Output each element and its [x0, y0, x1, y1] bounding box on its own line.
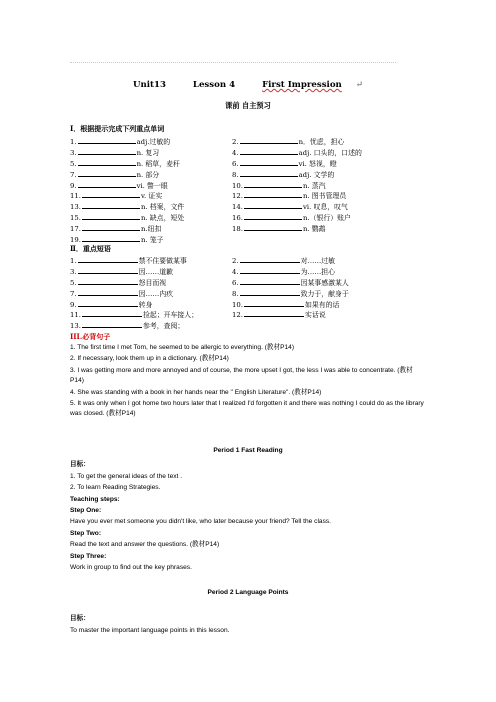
item-number: 10. [232, 181, 243, 190]
item-hint: vi. 瞥一眼 [136, 181, 168, 190]
exercise-item [70, 319, 232, 330]
item-hint: 实话说 [304, 311, 326, 320]
exercise-item [70, 157, 232, 168]
sentence-item: 4. She was standing with a book in her hands near the " English Literature". (教材P14) [70, 388, 322, 396]
item-hint: 如果有的话 [304, 300, 340, 309]
exercise-item [232, 287, 394, 298]
answer-blank[interactable] [240, 157, 298, 166]
subtitle: 课前 自主预习 [225, 101, 271, 110]
answer-blank[interactable] [82, 319, 142, 328]
item-hint: n. 复习 [136, 148, 160, 157]
period2-goals-label: 目标： [70, 615, 90, 623]
item-number: 4. [232, 148, 239, 157]
item-hint: adj. 文学的 [298, 170, 335, 179]
item-hint: adj.过敏的 [136, 138, 171, 146]
item-number: 1. [70, 138, 77, 146]
answer-blank[interactable] [78, 146, 136, 155]
exercise-item [232, 222, 394, 233]
exercise-item [232, 168, 394, 179]
item-hint: 参考，查阅； [142, 322, 185, 331]
exercise-item [232, 276, 394, 287]
exercise-item [70, 168, 232, 179]
answer-blank[interactable] [78, 298, 138, 307]
item-hint: 禁不住要做某事 [138, 257, 187, 265]
exercise-row [70, 146, 430, 157]
item-number: 13. [70, 322, 81, 331]
exercise-row [70, 287, 430, 298]
sentence-item: 5. It was only when I got home two hours later that I realized I'd forgotten it and there was nothing I could do as the library was closed. (教材P14) [70, 400, 424, 418]
exercise-item [70, 287, 232, 298]
exercise-item [70, 146, 232, 157]
item-hint: n. 蒸汽 [302, 181, 326, 190]
exercise-row [70, 179, 430, 190]
item-number: 4. [232, 267, 239, 276]
answer-blank[interactable] [78, 276, 138, 285]
exercise-item [70, 254, 232, 265]
item-hint: n. 部分 [136, 170, 160, 179]
sentence-list [70, 343, 426, 421]
answer-blank[interactable] [78, 254, 138, 263]
exercise-row [70, 254, 430, 265]
answer-blank[interactable] [82, 211, 140, 220]
section3-title: III.必背句子 [70, 332, 111, 341]
step3-text: Work in group to find out the key phrases. [70, 564, 192, 572]
step1-text: Have you ever met someone you didn't like, who later because your friend? Tell the class. [70, 518, 331, 526]
item-number: 19. [70, 236, 81, 245]
item-number: 8. [232, 170, 239, 179]
exercise-item [70, 265, 232, 276]
period1-heading: Period 1 Fast Reading [213, 447, 283, 454]
answer-blank[interactable] [240, 146, 298, 155]
answer-blank[interactable] [78, 265, 138, 274]
item-number: 13. [70, 203, 81, 212]
teaching-steps-label: Teaching steps: [70, 495, 120, 503]
item-number: 18. [232, 225, 243, 234]
step2-label: Step Two: [70, 529, 102, 537]
exercise-item [232, 308, 394, 319]
item-hint: 因某事感激某人 [300, 278, 349, 287]
exercise-item [70, 308, 232, 319]
exercise-item [70, 179, 232, 190]
answer-blank[interactable] [244, 298, 304, 307]
exercise-item [232, 298, 394, 309]
answer-blank[interactable] [244, 308, 304, 317]
exercise-item [70, 233, 232, 244]
phrase-list [70, 254, 430, 330]
answer-blank[interactable] [244, 179, 302, 188]
exercise-row [70, 200, 430, 211]
item-hint: v. 证实 [140, 192, 163, 201]
item-hint: 怒目而视 [138, 278, 167, 287]
item-number: 8. [232, 289, 239, 298]
item-number: 12. [232, 311, 243, 320]
exercise-row [70, 265, 430, 276]
answer-blank[interactable] [244, 222, 302, 231]
exercise-item [70, 211, 232, 222]
answer-blank[interactable] [82, 222, 140, 231]
item-number: 6. [232, 278, 239, 287]
exercise-item [232, 157, 394, 168]
item-number: 12. [232, 192, 243, 201]
item-number: 15. [70, 214, 81, 223]
item-hint: vi. 叹息，叹气 [302, 203, 348, 212]
section1-title: I．根据提示完成下列重点单词 [70, 124, 165, 133]
answer-blank[interactable] [240, 287, 300, 296]
exercise-item [232, 179, 394, 190]
answer-blank[interactable] [78, 168, 136, 177]
item-number: 6. [232, 159, 239, 168]
answer-blank[interactable] [78, 179, 136, 188]
period2-block [70, 588, 426, 637]
item-number: 17. [70, 225, 81, 234]
sentence-item: 2. If necessary, look them up in a dictionary. (教材P14) [70, 355, 229, 363]
item-hint: n．忧虑，担心 [298, 138, 345, 146]
exercise-row [70, 276, 430, 287]
item-hint: 致力于，献身于 [300, 289, 349, 298]
item-hint: 对……过敏 [300, 257, 336, 265]
item-hint: 因……道歉 [138, 267, 174, 276]
item-number: 5. [70, 159, 77, 168]
exercise-item [232, 189, 394, 200]
exercise-row [70, 222, 430, 233]
exercise-item [70, 276, 232, 287]
item-number: 3. [70, 148, 77, 157]
exercise-item [70, 298, 232, 309]
step2-text: Read the text and answer the questions. (教材P14) [70, 541, 220, 549]
item-hint: 因……内疚 [138, 289, 174, 298]
item-number: 7. [70, 289, 77, 298]
exercise-item [232, 265, 394, 276]
period1-goals-label: 目标： [70, 461, 90, 469]
sentence-item: 1. The first time I met Tom, he seemed to be allergic to everything. (教材P14) [70, 344, 295, 351]
item-hint: 转身 [138, 300, 153, 309]
answer-blank[interactable] [82, 308, 142, 317]
lesson-label: Lesson 4 [192, 80, 236, 90]
exercise-item [232, 319, 394, 330]
header-rule [70, 62, 396, 63]
answer-blank[interactable] [240, 168, 298, 177]
item-hint: n.纽扣 [140, 225, 162, 234]
item-hint: n.（银行）账户 [302, 214, 351, 223]
exercise-item [70, 189, 232, 200]
answer-blank[interactable] [240, 276, 300, 285]
section2-title: Ⅱ．重点短语 [70, 244, 111, 253]
exercise-row [70, 168, 430, 179]
vocab-list [70, 135, 430, 244]
item-number: 14. [232, 203, 243, 212]
item-number: 9. [70, 181, 77, 190]
item-hint: n. 笼子 [140, 236, 164, 245]
answer-blank[interactable] [82, 200, 140, 209]
item-hint: 为……担心 [300, 267, 336, 276]
step3-label: Step Three: [70, 552, 107, 560]
answer-blank[interactable] [240, 265, 300, 274]
exercise-row [70, 135, 430, 146]
exercise-row [70, 233, 430, 244]
answer-blank[interactable] [78, 157, 136, 166]
exercise-item [232, 211, 394, 222]
return-mark: ↵ [355, 80, 363, 90]
period2-goal: To master the important language points in this lesson. [70, 626, 230, 634]
exercise-row [70, 211, 430, 222]
answer-blank[interactable] [244, 211, 302, 220]
item-hint: n. 图书管理员 [302, 192, 347, 201]
item-number: 2. [232, 257, 239, 265]
lesson-title [0, 80, 496, 90]
answer-blank[interactable] [244, 200, 302, 209]
item-hint: n. 缺点，短处 [140, 214, 185, 223]
item-hint: n. 档案，文件 [140, 203, 185, 212]
sentence-item: 3. I was getting more and more annoyed and of course, the more upset I got, the less I was able to concentrate. (教材P14) [70, 366, 413, 385]
exercise-row [70, 157, 430, 168]
answer-blank[interactable] [240, 135, 298, 144]
exercise-item [232, 135, 394, 146]
item-number: 11. [70, 192, 81, 201]
item-hint: n. 稻草，麦秆 [136, 159, 180, 168]
answer-blank[interactable] [240, 254, 300, 263]
item-number: 2. [232, 138, 239, 146]
period2-heading: Period 2 Language Points [207, 589, 289, 596]
item-number: 11. [70, 311, 81, 320]
item-number: 5. [70, 278, 77, 287]
unit-label: Unit13 [132, 80, 166, 90]
exercise-item [70, 135, 232, 146]
exercise-item [232, 200, 394, 211]
item-number: 10. [232, 300, 243, 309]
exercise-item [70, 200, 232, 211]
exercise-item [232, 233, 394, 244]
exercise-row [70, 189, 430, 200]
step1-label: Step One: [70, 507, 102, 515]
item-number: 1. [70, 257, 77, 265]
item-number: 16. [232, 214, 243, 223]
exercise-item [232, 146, 394, 157]
period1-block [70, 446, 426, 574]
answer-blank[interactable] [82, 233, 140, 242]
item-number: 9. [70, 300, 77, 309]
answer-blank[interactable] [78, 135, 136, 144]
answer-blank[interactable] [82, 189, 140, 198]
item-hint: adj. 口头的，口述的 [298, 148, 362, 157]
goal-item: 1. To get the general ideas of the text . [70, 472, 183, 480]
item-number: 3. [70, 267, 77, 276]
topic-label: First Impression [262, 80, 342, 90]
exercise-item [70, 222, 232, 233]
exercise-row [70, 319, 430, 330]
exercise-item [232, 254, 394, 265]
exercise-row [70, 308, 430, 319]
answer-blank[interactable] [244, 189, 302, 198]
item-hint: vi. 怒视，瞪 [298, 159, 337, 168]
goal-item: 2. To learn Reading Strategies. [70, 484, 161, 492]
item-hint: 捡起；开车接人； [142, 311, 199, 320]
item-number: 7. [70, 170, 77, 179]
item-hint: n. 鹦鹉 [302, 225, 326, 234]
exercise-row [70, 298, 430, 309]
answer-blank[interactable] [78, 287, 138, 296]
